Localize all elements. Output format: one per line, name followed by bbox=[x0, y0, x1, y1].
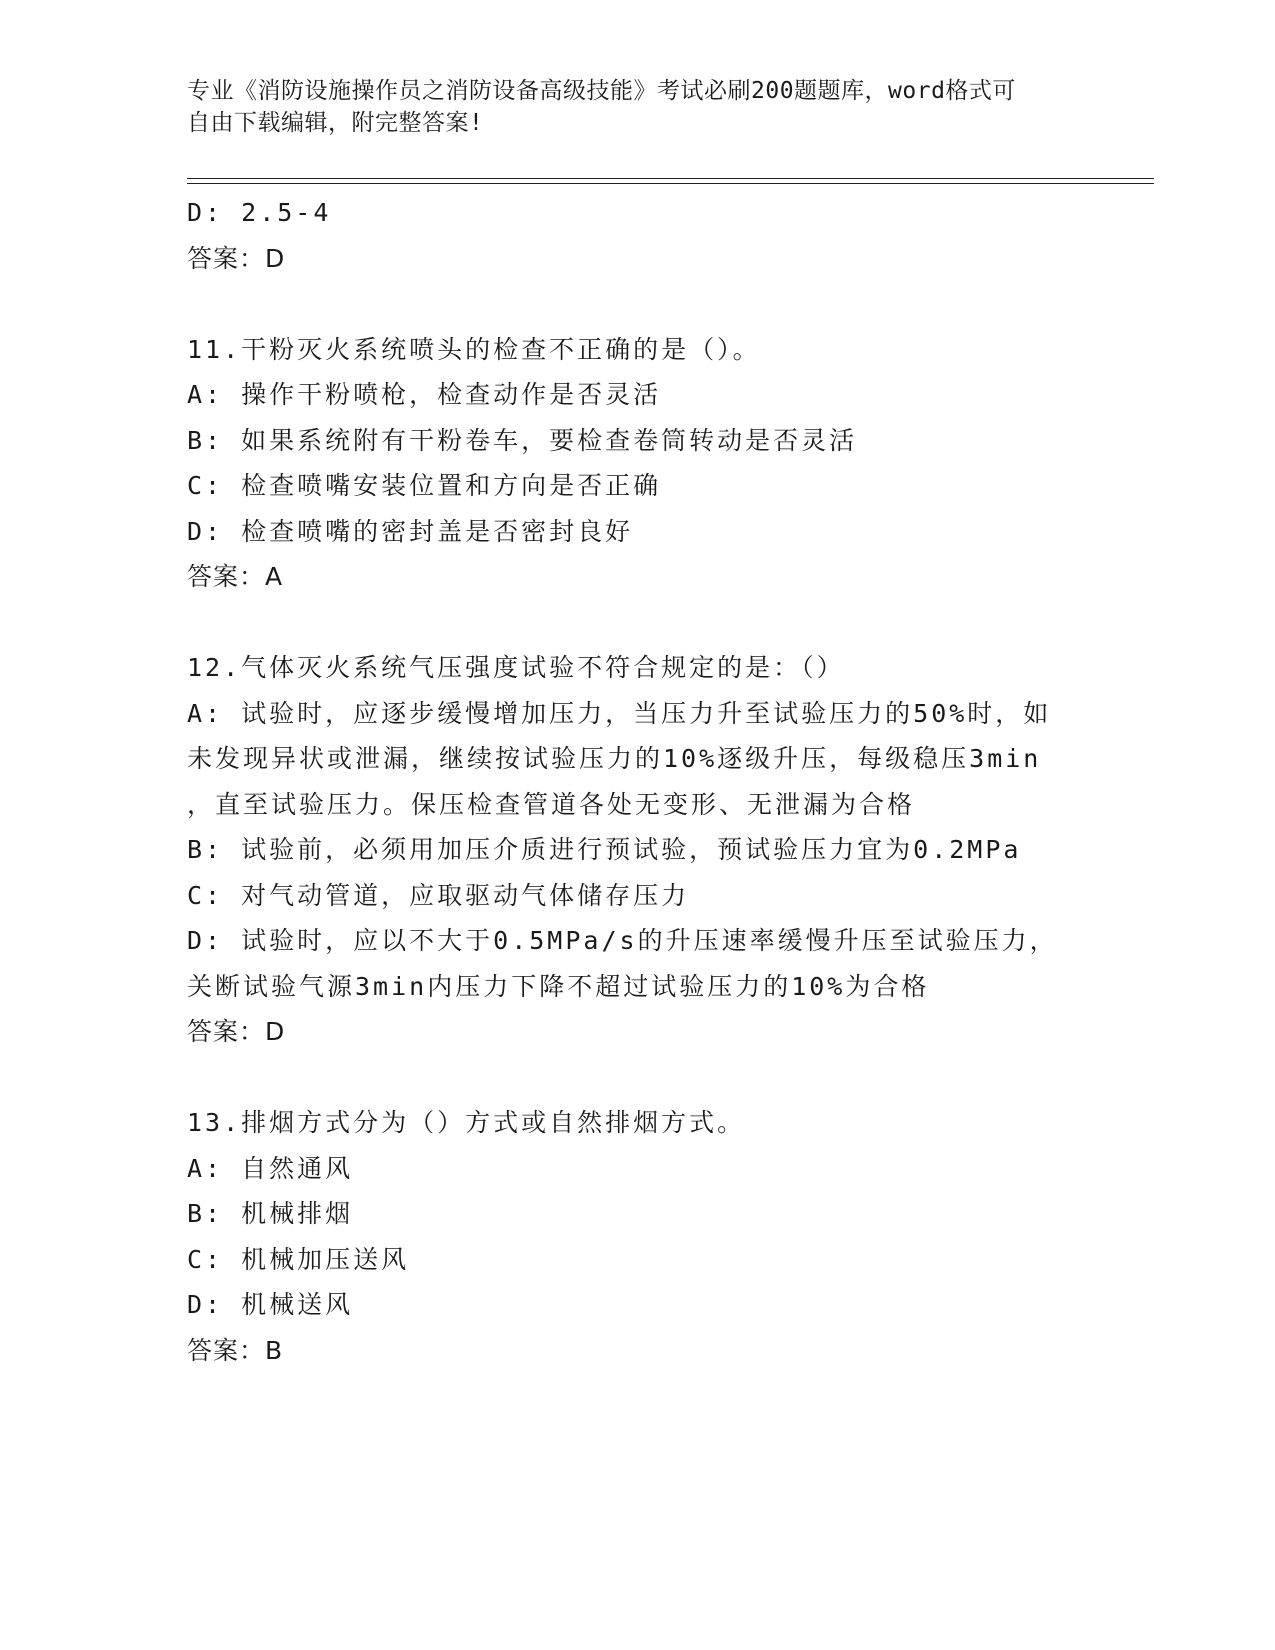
option-d-continued: 关断试验气源3min内压力下降不超过试验压力的10%为合格 bbox=[187, 971, 930, 1001]
question-11 bbox=[187, 327, 1087, 600]
question-stem: 13.排烟方式分为（）方式或自然排烟方式。 bbox=[187, 1108, 746, 1137]
option-c: C: 机械加压送风 bbox=[187, 1244, 410, 1274]
option-a-continued: 未发现异状或泄漏，继续按试验压力的10%逐级升压，每级稳压3min bbox=[187, 744, 1042, 773]
question-12 bbox=[187, 645, 1087, 1055]
option-d: D: 2.5-4 bbox=[187, 198, 332, 227]
question-content bbox=[187, 190, 1087, 1373]
option-a-continued: ，直至试验压力。保压检查管道各处无变形、无泄漏为合格 bbox=[187, 789, 916, 819]
question-stem: 12.气体灭火系统气压强度试验不符合规定的是：（） bbox=[187, 653, 845, 682]
option-b: B: 试验前，必须用加压介质进行预试验，预试验压力宜为0.2MPa bbox=[187, 835, 1022, 864]
option-b: B: 如果系统附有干粉卷车，要检查卷筒转动是否灵活 bbox=[187, 425, 858, 455]
previous-question-tail bbox=[187, 190, 1087, 281]
page-header bbox=[187, 75, 1067, 139]
option-d: D: 机械送风 bbox=[187, 1290, 354, 1319]
spacer bbox=[187, 281, 1087, 327]
option-c: C: 对气动管道，应取驱动气体储存压力 bbox=[187, 880, 690, 910]
option-a: A: 操作干粉喷枪，检查动作是否灵活 bbox=[187, 380, 662, 409]
option-c: C: 检查喷嘴安装位置和方向是否正确 bbox=[187, 471, 662, 500]
answer-label: 答案：A bbox=[187, 562, 284, 591]
answer-label: 答案：D bbox=[187, 1017, 286, 1046]
header-divider bbox=[187, 178, 1154, 184]
answer-label: 答案：D bbox=[187, 243, 286, 273]
option-b: B: 机械排烟 bbox=[187, 1199, 354, 1228]
option-a: A: 试验时，应逐步缓慢增加压力，当压力升至试验压力的50%时，如 bbox=[187, 698, 1052, 728]
question-stem: 11.干粉灭火系统喷头的检查不正确的是（）。 bbox=[187, 334, 761, 364]
spacer bbox=[187, 600, 1087, 646]
header-line-2: 自由下载编辑，附完整答案! bbox=[187, 110, 484, 136]
option-d: D: 试验时，应以不大于0.5MPa/s的升压速率缓慢升压至试验压力， bbox=[187, 926, 1058, 955]
question-13 bbox=[187, 1100, 1087, 1373]
option-a: A: 自然通风 bbox=[187, 1153, 354, 1183]
option-d: D: 检查喷嘴的密封盖是否密封良好 bbox=[187, 516, 634, 546]
answer-label: 答案：B bbox=[187, 1335, 284, 1365]
spacer bbox=[187, 1055, 1087, 1101]
header-line-1: 专业《消防设施操作员之消防设备高级技能》考试必刷200题题库，word格式可 bbox=[187, 78, 1016, 104]
